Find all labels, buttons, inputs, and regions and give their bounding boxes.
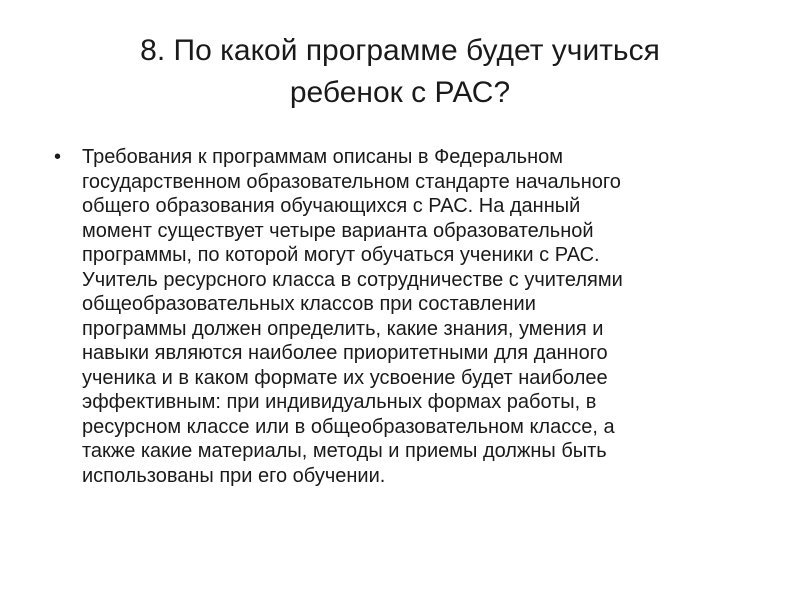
slide-title — [60, 30, 740, 114]
title-line-2: ребенок с РАС? — [289, 76, 511, 109]
body-line: программы должен определить, какие знания, умения и — [82, 317, 604, 340]
body-line: общеобразовательных классов при составлении — [82, 293, 536, 315]
body-line: эффективным: при индивидуальных формах работы, в — [82, 391, 597, 413]
body-line: Требования к программам описаны в Федеральном — [82, 146, 564, 168]
body-line: Учитель ресурсного класса в сотрудничестве с учителями — [82, 268, 623, 291]
body-paragraph — [50, 145, 770, 488]
body-line: момент существует четыре варианта образовательной — [82, 219, 594, 242]
body-line: использованы при его обучении. — [82, 464, 386, 487]
body-line: общего образования обучающихся с РАС. На данный — [82, 195, 581, 217]
body-list — [50, 145, 770, 488]
body-line: ресурсном классе или в общеобразовательном классе, а — [82, 415, 615, 438]
body-line: программы, по которой могут обучаться ученики с РАС. — [82, 244, 600, 266]
title-line-1: 8. По какой программе будет учиться — [140, 34, 660, 67]
body-line: также какие материалы, методы и приемы должны быть — [82, 440, 607, 462]
body-line: ученика и в каком формате их усвоение будет наиболее — [82, 366, 608, 389]
bullet-icon: • — [54, 146, 62, 168]
body-line: навыки являются наиболее приоритетными для данного — [82, 342, 608, 364]
body-line: государственном образовательном стандарте начального — [82, 170, 621, 193]
